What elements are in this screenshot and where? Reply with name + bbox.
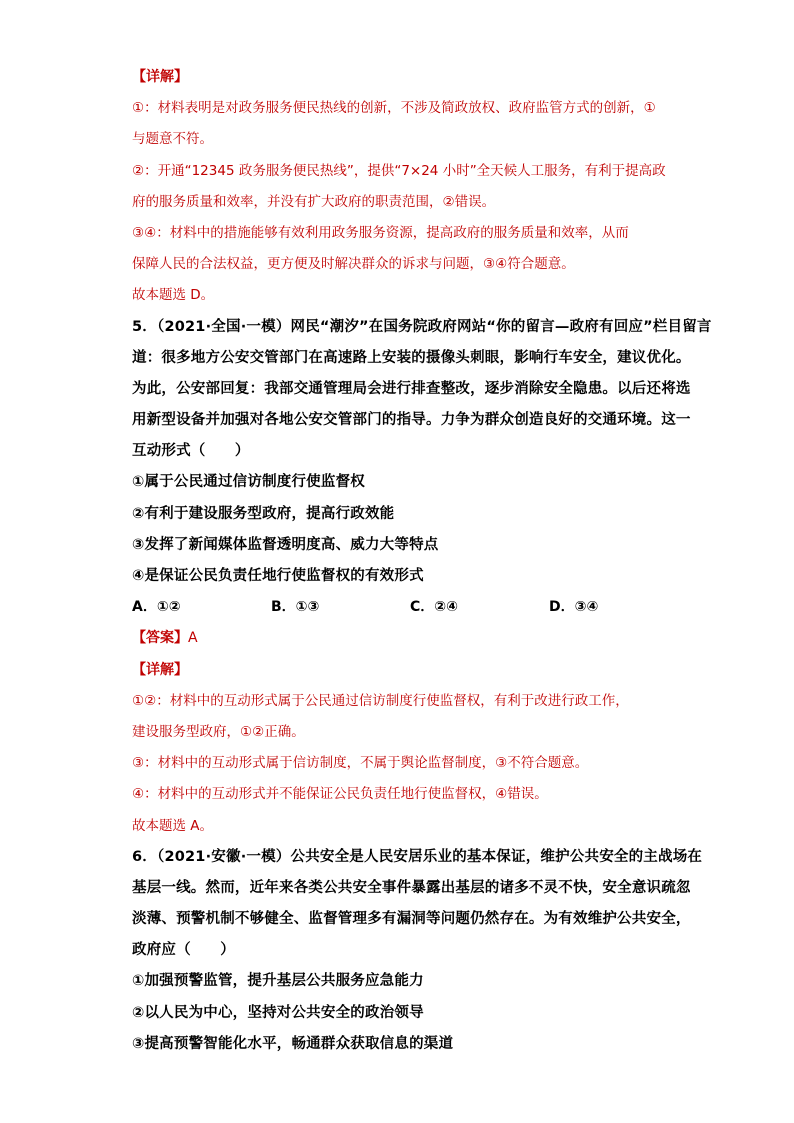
question-6 — [132, 842, 754, 1060]
detail-line: ③：材料中的互动形式属于信访制度，不属于舆论监督制度，③不符合题意。 — [132, 755, 589, 772]
answer-label: 【答案】 — [132, 630, 188, 647]
question-stem-line: 基层一线。然而，近年来各类公共安全事件暴露出基层的诸多不灵不快，安全意识疏忽 — [132, 879, 691, 896]
question-stem-line: 用新型设备并加强对各地公安交管部门的指导。力争为群众创造良好的交通环境。这一 — [132, 412, 691, 429]
detail-line: ①：材料表明是对政务服务便民热线的创新，不涉及简政放权、政府监管方式的创新，① — [132, 100, 656, 117]
detail-line: 建设服务型政府，①②正确。 — [132, 723, 305, 740]
option-item: ①加强预警监管，提升基层公共服务应急能力 — [132, 973, 424, 990]
detail-line: 保障人民的合法权益，更方便及时解决群众的诉求与问题，③④符合题意。 — [132, 256, 575, 273]
option-item: ①属于公民通过信访制度行使监督权 — [132, 474, 365, 491]
detail-line: ③④：材料中的措施能够有效利用政务服务资源，提高政府的服务质量和效率，从而 — [132, 224, 629, 241]
question-stem-line: 为此，公安部回复：我部交通管理局会进行排查整改，逐步消除安全隐患。以后还将选 — [132, 380, 691, 397]
choice-c: C．②④ — [410, 599, 458, 616]
detail-line: 故本题选 D。 — [132, 287, 215, 304]
choice-b: B．①③ — [271, 599, 320, 616]
option-item: ③发挥了新闻媒体监督透明度高、威力大等特点 — [132, 536, 439, 553]
option-item: ②以人民为中心，坚持对公共安全的政治领导 — [132, 1004, 424, 1021]
detail-line: 故本题选 A。 — [132, 817, 214, 834]
choice-a: A．①② — [132, 599, 181, 616]
option-item: ②有利于建设服务型政府，提高行政效能 — [132, 505, 395, 522]
question-5 — [132, 312, 754, 842]
answer-line — [132, 623, 754, 654]
option-item: ③提高预警智能化水平，畅通群众获取信息的渠道 — [132, 1035, 454, 1052]
detail-line: 与题意不符。 — [132, 131, 213, 148]
choice-d: D．③④ — [549, 599, 599, 616]
question-stem-line: 互动形式（ ） — [132, 443, 250, 460]
answer-value: A — [188, 630, 198, 647]
detail-line: ②：开通“12345 政务服务便民热线”，提供“7×24 小时”全天候人工服务，有利于提高政 — [132, 162, 666, 179]
answer-choices — [132, 592, 754, 623]
option-item: ④是保证公民负责任地行使监督权的有效形式 — [132, 568, 424, 584]
detail-label: 【详解】 — [132, 661, 188, 678]
question-stem-line: 道：很多地方公安交管部门在高速路上安装的摄像头刺眼，影响行车安全，建议优化。 — [132, 349, 691, 366]
question-stem-line: 6．（2021·安徽·一模）公共安全是人民安居乐业的基本保证，维护公共安全的主战场在 — [132, 848, 703, 865]
previous-question-explanation — [132, 62, 754, 312]
detail-line: ①②：材料中的互动形式属于公民通过信访制度行使监督权，有利于改进行政工作， — [132, 692, 629, 709]
question-stem-line: 政府应（ ） — [132, 942, 235, 959]
question-stem-line: 5．（2021·全国·一模）网民“潮汐”在国务院政府网站“你的留言—政府有回应”栏目留言 — [132, 318, 712, 335]
detail-label: 【详解】 — [132, 69, 188, 85]
detail-line: ④：材料中的互动形式并不能保证公民负责任地行使监督权，④错误。 — [132, 786, 548, 803]
detail-line: 府的服务质量和效率，并没有扩大政府的职责范围，②错误。 — [132, 193, 496, 210]
question-stem-line: 淡薄、预警机制不够健全、监督管理多有漏洞等问题仍然存在。为有效维护公共安全， — [132, 911, 691, 928]
